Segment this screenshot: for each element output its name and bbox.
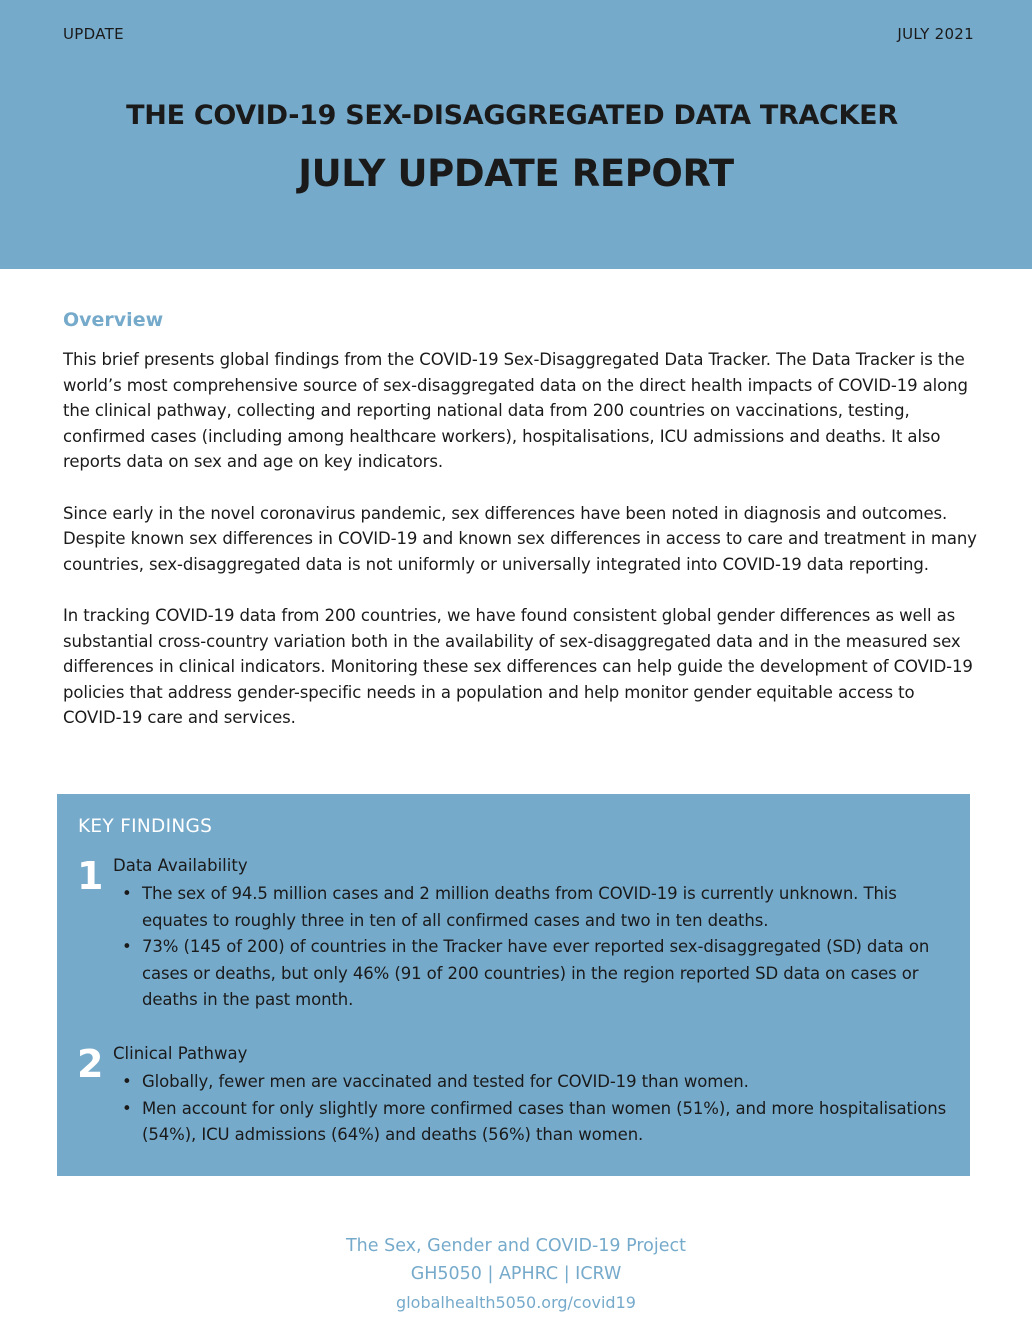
overview-heading: Overview: [63, 309, 164, 331]
bullet-icon: •: [122, 1072, 132, 1091]
report-title: THE COVID-19 SEX-DISAGGREGATED DATA TRACKER: [126, 100, 898, 131]
document-type-label: UPDATE: [63, 25, 124, 43]
key-findings-box: [57, 794, 970, 1176]
finding-number: 1: [77, 854, 104, 898]
overview-paragraph: Since early in the novel coronavirus pandemic, sex differences have been noted in diagnosis and outcomes. Despite known sex differences in COVID-19 and known sex differences in access to care and treatment in many countries, sex-disaggregated data is not uniformly or universally integrated into COVID-19 data reporting.: [63, 503, 977, 574]
report-subtitle: JULY UPDATE REPORT: [298, 152, 734, 195]
finding-bullet: [122, 881, 962, 934]
finding-heading: Data Availability: [113, 856, 248, 875]
bullet-text: The sex of 94.5 million cases and 2 million deaths from COVID-19 is currently unknown. This equates to roughly three in ten of all confirmed cases and two in ten deaths.: [142, 884, 897, 930]
footer-url-link[interactable]: globalhealth5050.org/covid19: [396, 1293, 636, 1312]
finding-heading: Clinical Pathway: [113, 1044, 248, 1063]
bullet-icon: •: [122, 1098, 132, 1118]
finding-bullets: [122, 1069, 962, 1149]
finding-number: 2: [77, 1042, 104, 1086]
key-findings-title: KEY FINDINGS: [78, 816, 213, 837]
finding-bullet: [122, 934, 962, 1014]
footer-partners: GH5050 | APHRC | ICRW: [410, 1264, 622, 1284]
overview-section: [63, 309, 978, 757]
bullet-icon: •: [122, 937, 132, 957]
bullet-text: Globally, fewer men are vaccinated and tested for COVID-19 than women.: [142, 1072, 749, 1091]
document-date: JULY 2021: [897, 25, 974, 43]
footer-project-name: The Sex, Gender and COVID-19 Project: [345, 1236, 686, 1256]
overview-paragraph: In tracking COVID-19 data from 200 countries, we have found consistent global gender differences as well as substantial cross-country variation both in the availability of sex-disaggregated data and in the measured sex differences in clinical indicators. Monitoring these sex differences can help guide the development of COVID-19 policies that address gender-specific needs in a population and help monitor gender equitable access to COVID-19 care and services.: [63, 605, 973, 728]
bullet-text: Men account for only slightly more confirmed cases than women (51%), and more hospitalisations (54%), ICU admissions (64%) and deaths (56%) than women.: [142, 1098, 947, 1145]
header-banner: [0, 0, 1032, 269]
bullet-icon: •: [122, 884, 132, 903]
finding-bullet: [122, 1096, 962, 1149]
overview-paragraph: This brief presents global findings from the COVID-19 Sex-Disaggregated Data Tracker. The Data Tracker is the world’s most comprehensive source of sex-disaggregated data on the direct health impacts of COVID-19 along the clinical pathway, collecting and reporting national data from 200 countries on vaccinations, testing, confirmed cases (including among healthcare workers), hospitalisations, ICU admissions and deaths. It also reports data on sex and age on key indicators.: [63, 350, 968, 472]
bullet-text: 73% (145 of 200) of countries in the Tracker have ever reported sex-disaggregated (SD) data on cases or deaths, but only 46% (91 of 200 countries) in the region reported SD data on cases or deaths in the past month.: [142, 937, 930, 1010]
finding-bullets: [122, 881, 962, 1014]
finding-bullet: [122, 1069, 962, 1096]
